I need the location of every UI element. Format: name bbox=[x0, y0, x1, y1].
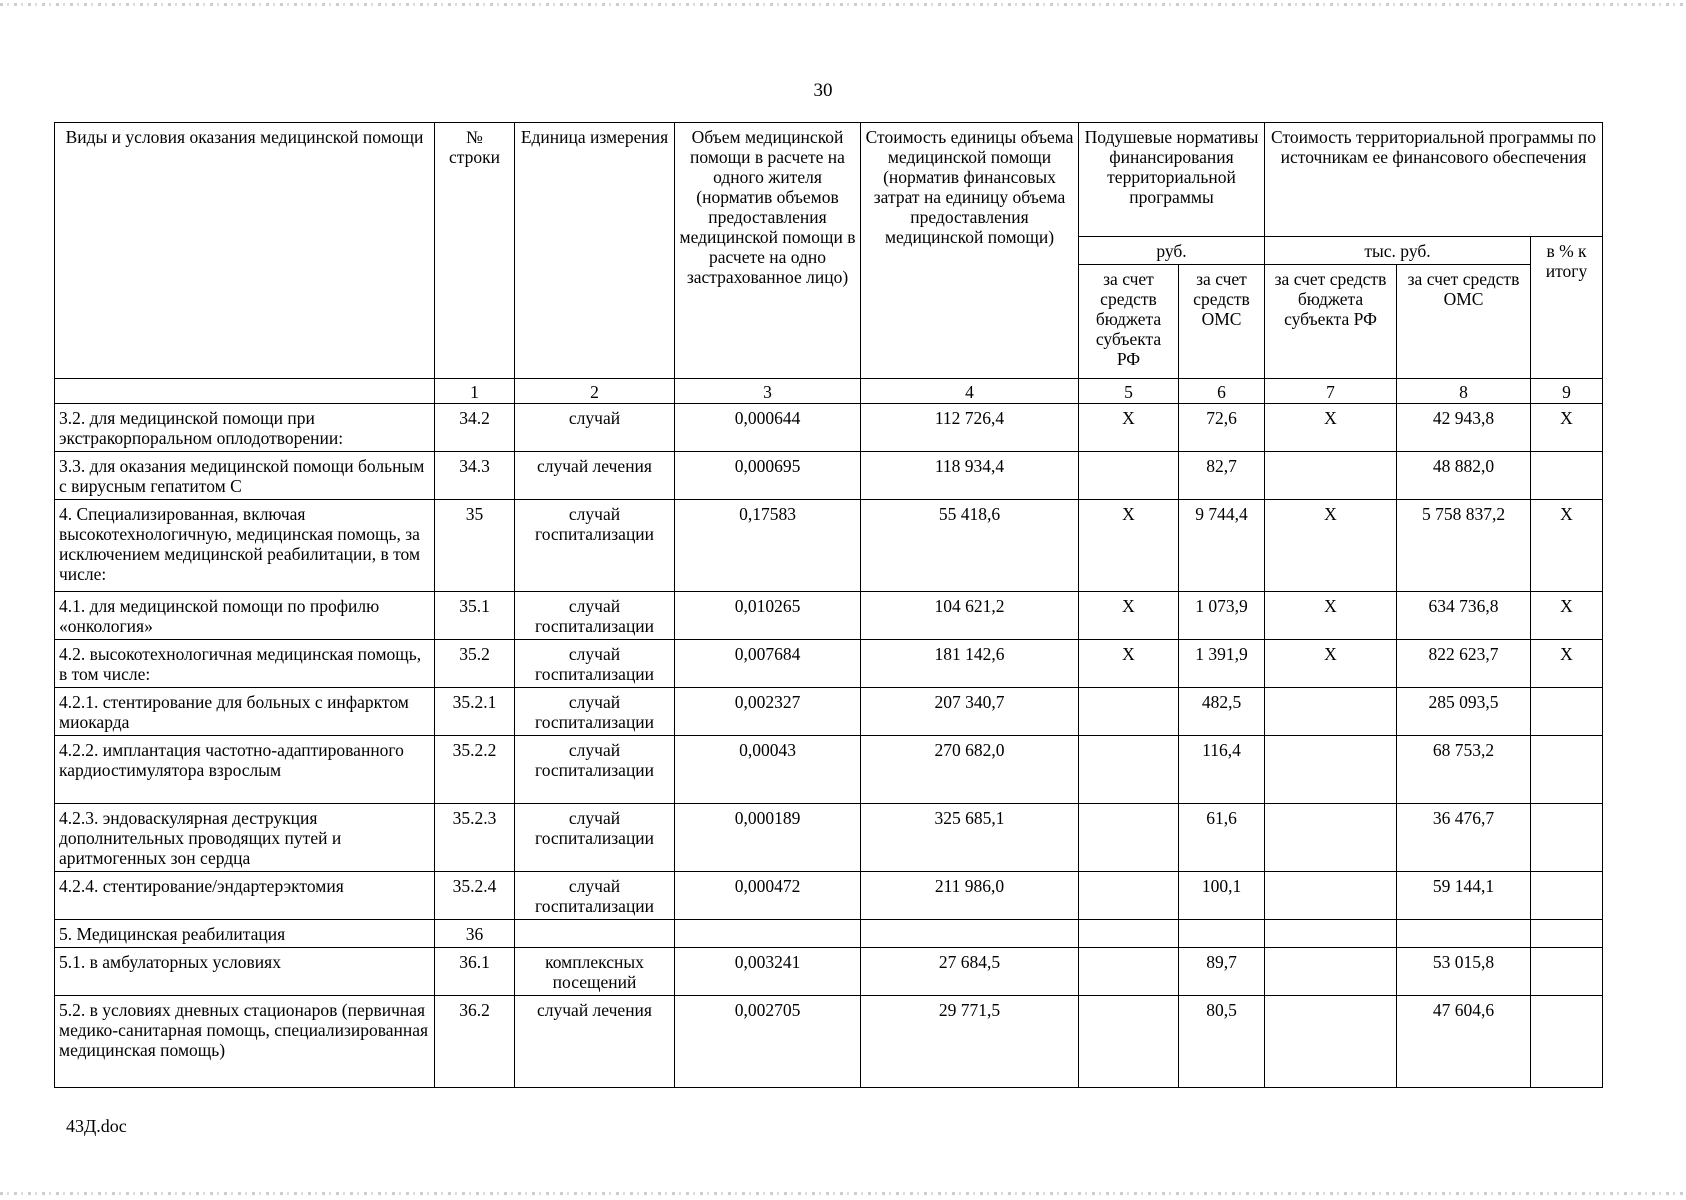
row-cost: 325 685,1 bbox=[861, 804, 1079, 872]
row-unit bbox=[515, 920, 675, 948]
row-cost-oms: 822 623,7 bbox=[1397, 640, 1531, 688]
row-unit: случай госпитализации bbox=[515, 872, 675, 920]
row-volume: 0,007684 bbox=[675, 640, 861, 688]
row-volume: 0,010265 bbox=[675, 592, 861, 640]
row-volume: 0,17583 bbox=[675, 500, 861, 592]
row-volume: 0,002327 bbox=[675, 688, 861, 736]
row-cost-budget bbox=[1265, 948, 1397, 996]
table-row bbox=[55, 948, 1603, 996]
header-types: Виды и условия оказания медицинской помощи bbox=[55, 123, 435, 379]
row-unit: случай госпитализации bbox=[515, 688, 675, 736]
row-per-capita-oms: 89,7 bbox=[1179, 948, 1265, 996]
row-cost-oms: 634 736,8 bbox=[1397, 592, 1531, 640]
table-row bbox=[55, 872, 1603, 920]
row-per-capita-budget bbox=[1079, 688, 1179, 736]
column-number: 7 bbox=[1265, 379, 1397, 404]
row-cost-oms: 285 093,5 bbox=[1397, 688, 1531, 736]
row-pct-total: X bbox=[1531, 592, 1603, 640]
program-cost-table bbox=[54, 122, 1603, 1088]
row-cost: 27 684,5 bbox=[861, 948, 1079, 996]
row-name: 3.3. для оказания медицинской помощи больным с вирусным гепатитом С bbox=[55, 452, 435, 500]
row-volume: 0,000472 bbox=[675, 872, 861, 920]
row-number: 35.2.3 bbox=[435, 804, 515, 872]
row-cost-budget: X bbox=[1265, 640, 1397, 688]
row-volume: 0,003241 bbox=[675, 948, 861, 996]
header-rub: руб. bbox=[1079, 237, 1265, 265]
table-row bbox=[55, 500, 1603, 592]
column-number: 4 bbox=[861, 379, 1079, 404]
column-number: 8 bbox=[1397, 379, 1531, 404]
row-cost-oms: 48 882,0 bbox=[1397, 452, 1531, 500]
row-pct-total bbox=[1531, 688, 1603, 736]
row-cost-budget: X bbox=[1265, 404, 1397, 452]
row-per-capita-budget bbox=[1079, 920, 1179, 948]
row-per-capita-oms bbox=[1179, 920, 1265, 948]
row-unit: случай госпитализации bbox=[515, 592, 675, 640]
row-per-capita-oms: 116,4 bbox=[1179, 736, 1265, 804]
header-cost: Стоимость единицы объема медицинской помощи (норматив финансовых затрат на единицу объема предоставления медицинской помощи) bbox=[861, 123, 1079, 379]
column-number-row bbox=[55, 379, 1603, 404]
row-cost: 29 771,5 bbox=[861, 996, 1079, 1088]
row-pct-total bbox=[1531, 804, 1603, 872]
table-row bbox=[55, 688, 1603, 736]
header-program-cost: Стоимость территориальной программы по источникам ее финансового обеспечения bbox=[1265, 123, 1603, 237]
row-name: 4.2.2. имплантация частотно-адаптированного кардиостимулятора взрослым bbox=[55, 736, 435, 804]
row-per-capita-oms: 100,1 bbox=[1179, 872, 1265, 920]
column-number: 1 bbox=[435, 379, 515, 404]
header-pct-total: в % к итогу bbox=[1531, 237, 1603, 379]
row-number: 34.3 bbox=[435, 452, 515, 500]
row-cost-oms: 68 753,2 bbox=[1397, 736, 1531, 804]
header-volume: Объем медицинской помощи в расчете на одного жителя (норматив объемов предоставления медицинской помощи в расчете на одно застрахованное лицо) bbox=[675, 123, 861, 379]
row-number: 35.2.4 bbox=[435, 872, 515, 920]
row-per-capita-budget bbox=[1079, 736, 1179, 804]
row-pct-total: X bbox=[1531, 640, 1603, 688]
row-pct-total bbox=[1531, 920, 1603, 948]
row-number: 35.2 bbox=[435, 640, 515, 688]
row-cost: 112 726,4 bbox=[861, 404, 1079, 452]
header-budget-rf: за счет средств бюджета субъекта РФ bbox=[1079, 265, 1179, 379]
row-volume: 0,000644 bbox=[675, 404, 861, 452]
row-cost: 181 142,6 bbox=[861, 640, 1079, 688]
row-per-capita-oms: 1 391,9 bbox=[1179, 640, 1265, 688]
table-row bbox=[55, 640, 1603, 688]
header-oms-2: за счет средств ОМС bbox=[1397, 265, 1531, 379]
row-name: 4.1. для медицинской помощи по профилю «онкология» bbox=[55, 592, 435, 640]
row-cost-budget bbox=[1265, 452, 1397, 500]
table-row bbox=[55, 804, 1603, 872]
table-row bbox=[55, 996, 1603, 1088]
row-cost: 270 682,0 bbox=[861, 736, 1079, 804]
row-name: 4.2.1. стентирование для больных с инфарктом миокарда bbox=[55, 688, 435, 736]
row-volume: 0,000189 bbox=[675, 804, 861, 872]
row-volume: 0,002705 bbox=[675, 996, 861, 1088]
row-cost-budget bbox=[1265, 920, 1397, 948]
header-unit: Единица измерения bbox=[515, 123, 675, 379]
header-thous-rub: тыс. руб. bbox=[1265, 237, 1531, 265]
row-cost: 207 340,7 bbox=[861, 688, 1079, 736]
row-cost: 118 934,4 bbox=[861, 452, 1079, 500]
row-cost bbox=[861, 920, 1079, 948]
row-per-capita-budget bbox=[1079, 948, 1179, 996]
row-per-capita-budget bbox=[1079, 872, 1179, 920]
row-cost-budget: X bbox=[1265, 500, 1397, 592]
row-name: 4.2. высокотехнологичная медицинская помощь, в том числе: bbox=[55, 640, 435, 688]
row-cost-oms: 53 015,8 bbox=[1397, 948, 1531, 996]
row-volume bbox=[675, 920, 861, 948]
row-pct-total: X bbox=[1531, 500, 1603, 592]
row-cost-budget bbox=[1265, 688, 1397, 736]
row-per-capita-oms: 482,5 bbox=[1179, 688, 1265, 736]
table-row bbox=[55, 404, 1603, 452]
row-pct-total: X bbox=[1531, 404, 1603, 452]
row-name: 5. Медицинская реабилитация bbox=[55, 920, 435, 948]
page-number: 30 bbox=[813, 80, 833, 101]
table-row bbox=[55, 920, 1603, 948]
column-number: 9 bbox=[1531, 379, 1603, 404]
row-pct-total bbox=[1531, 736, 1603, 804]
row-name: 5.1. в амбулаторных условиях bbox=[55, 948, 435, 996]
table-row bbox=[55, 592, 1603, 640]
row-per-capita-budget bbox=[1079, 996, 1179, 1088]
row-cost-budget bbox=[1265, 804, 1397, 872]
row-unit: случай bbox=[515, 404, 675, 452]
row-per-capita-budget: X bbox=[1079, 404, 1179, 452]
column-number: 5 bbox=[1079, 379, 1179, 404]
row-name: 4.2.4. стентирование/эндартерэктомия bbox=[55, 872, 435, 920]
row-per-capita-oms: 72,6 bbox=[1179, 404, 1265, 452]
row-cost-budget bbox=[1265, 872, 1397, 920]
row-cost: 211 986,0 bbox=[861, 872, 1079, 920]
row-unit: случай госпитализации bbox=[515, 736, 675, 804]
footer-file-name: 43Д.doc bbox=[66, 1116, 127, 1136]
row-unit: случай госпитализации bbox=[515, 640, 675, 688]
row-per-capita-budget: X bbox=[1079, 592, 1179, 640]
row-cost-oms: 36 476,7 bbox=[1397, 804, 1531, 872]
row-pct-total bbox=[1531, 452, 1603, 500]
header-oms: за счет средств ОМС bbox=[1179, 265, 1265, 379]
row-cost: 104 621,2 bbox=[861, 592, 1079, 640]
row-cost-budget: X bbox=[1265, 592, 1397, 640]
row-name: 5.2. в условиях дневных стационаров (первичная медико-санитарная помощь, специализированная медицинская помощь) bbox=[55, 996, 435, 1088]
row-cost-budget bbox=[1265, 996, 1397, 1088]
scan-edge-bottom bbox=[0, 1192, 1686, 1195]
column-number bbox=[55, 379, 435, 404]
row-pct-total bbox=[1531, 872, 1603, 920]
row-per-capita-budget: X bbox=[1079, 500, 1179, 592]
row-unit: случай лечения bbox=[515, 996, 675, 1088]
row-pct-total bbox=[1531, 996, 1603, 1088]
row-cost-budget bbox=[1265, 736, 1397, 804]
row-cost-oms: 47 604,6 bbox=[1397, 996, 1531, 1088]
scan-edge-top bbox=[0, 3, 1686, 6]
row-per-capita-oms: 82,7 bbox=[1179, 452, 1265, 500]
row-unit: случай лечения bbox=[515, 452, 675, 500]
row-name: 3.2. для медицинской помощи при экстракорпоральном оплодотворении: bbox=[55, 404, 435, 452]
column-number: 3 bbox=[675, 379, 861, 404]
row-per-capita-oms: 1 073,9 bbox=[1179, 592, 1265, 640]
row-cost-oms bbox=[1397, 920, 1531, 948]
row-unit: случай госпитализации bbox=[515, 500, 675, 592]
row-name: 4. Специализированная, включая высокотехнологичную, медицинская помощь, за исключением медицинской реабилитации, в том числе: bbox=[55, 500, 435, 592]
table-row bbox=[55, 452, 1603, 500]
row-unit: комплексных посещений bbox=[515, 948, 675, 996]
row-number: 35.1 bbox=[435, 592, 515, 640]
table-row bbox=[55, 736, 1603, 804]
column-number: 6 bbox=[1179, 379, 1265, 404]
row-number: 35 bbox=[435, 500, 515, 592]
header-row-no: № строки bbox=[435, 123, 515, 379]
row-per-capita-budget bbox=[1079, 452, 1179, 500]
row-number: 36.1 bbox=[435, 948, 515, 996]
row-name: 4.2.3. эндоваскулярная деструкция дополнительных проводящих путей и аритмогенных зон сердца bbox=[55, 804, 435, 872]
row-unit: случай госпитализации bbox=[515, 804, 675, 872]
row-per-capita-oms: 9 744,4 bbox=[1179, 500, 1265, 592]
row-number: 34.2 bbox=[435, 404, 515, 452]
row-cost-oms: 5 758 837,2 bbox=[1397, 500, 1531, 592]
row-number: 36 bbox=[435, 920, 515, 948]
row-per-capita-oms: 61,6 bbox=[1179, 804, 1265, 872]
row-cost: 55 418,6 bbox=[861, 500, 1079, 592]
row-number: 35.2.2 bbox=[435, 736, 515, 804]
header-budget-rf-2: за счет средств бюджета субъекта РФ bbox=[1265, 265, 1397, 379]
row-number: 36.2 bbox=[435, 996, 515, 1088]
row-per-capita-oms: 80,5 bbox=[1179, 996, 1265, 1088]
row-volume: 0,00043 bbox=[675, 736, 861, 804]
row-volume: 0,000695 bbox=[675, 452, 861, 500]
row-pct-total bbox=[1531, 948, 1603, 996]
header-per-capita: Подушевые нормативы финансирования территориальной программы bbox=[1079, 123, 1265, 237]
row-number: 35.2.1 bbox=[435, 688, 515, 736]
row-per-capita-budget bbox=[1079, 804, 1179, 872]
row-per-capita-budget: X bbox=[1079, 640, 1179, 688]
row-cost-oms: 59 144,1 bbox=[1397, 872, 1531, 920]
row-cost-oms: 42 943,8 bbox=[1397, 404, 1531, 452]
column-number: 2 bbox=[515, 379, 675, 404]
